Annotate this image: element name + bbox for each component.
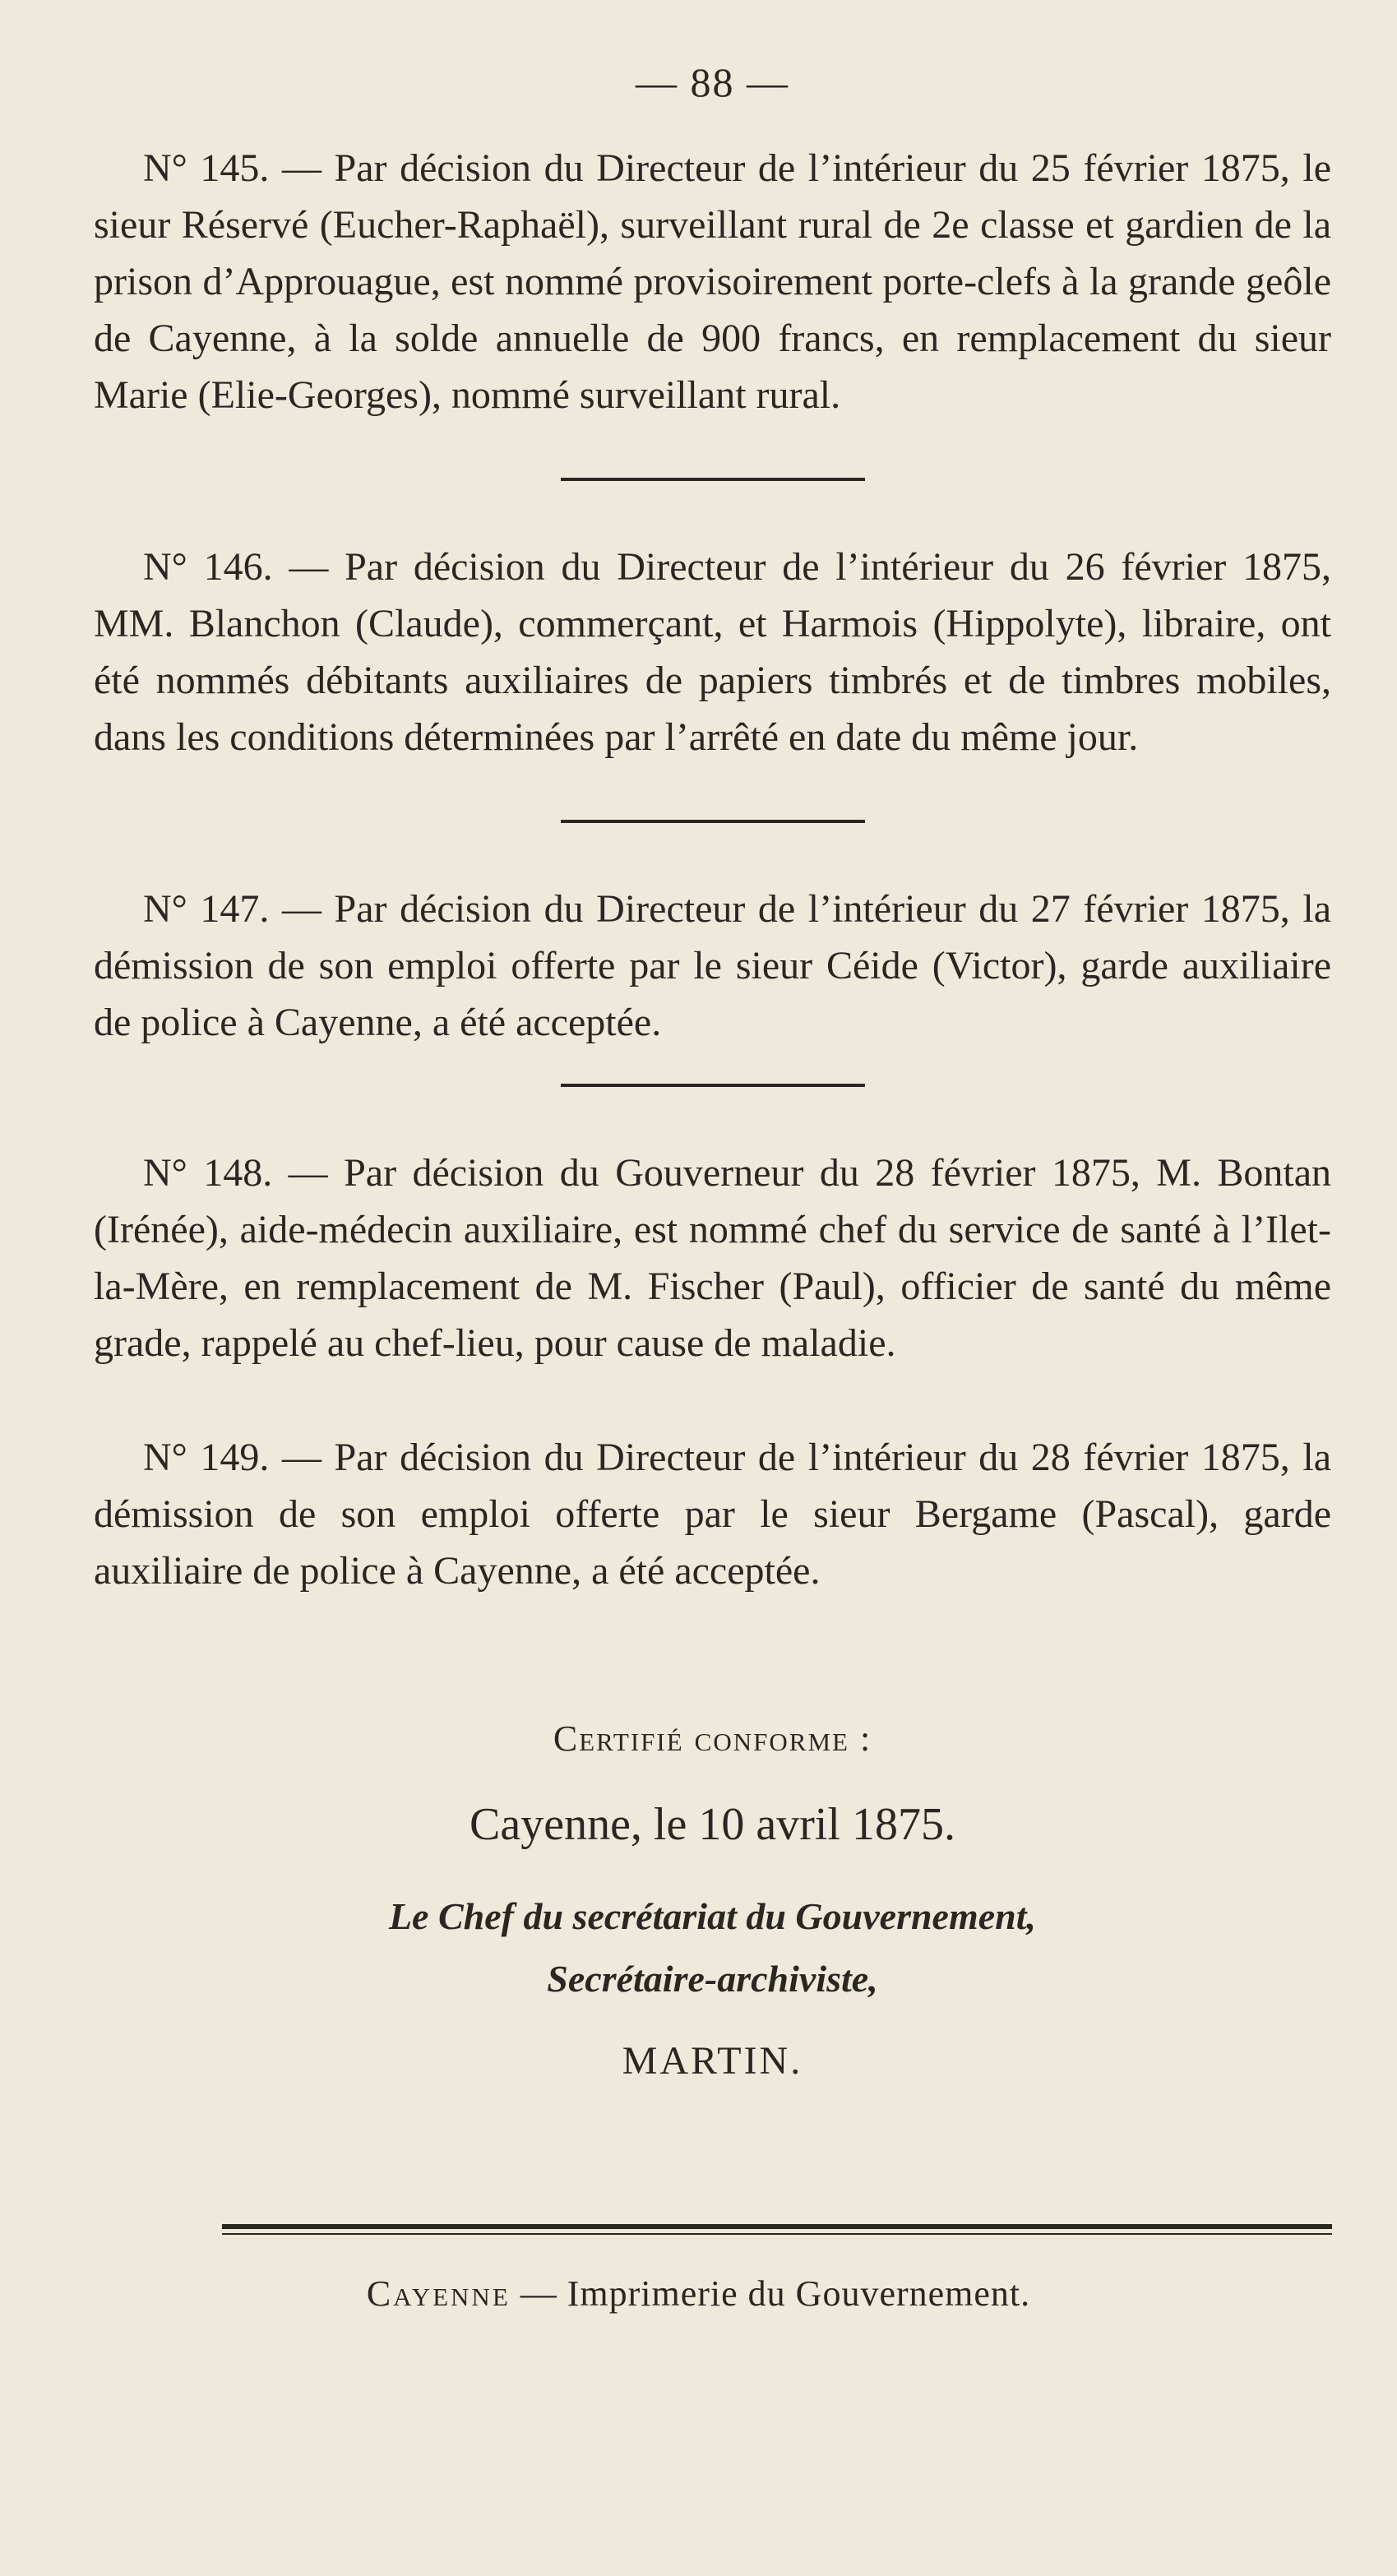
- imprint-city: Cayenne: [366, 2273, 511, 2314]
- entry-number: N° 146.: [143, 545, 273, 589]
- imprint-text: — Imprimerie du Gouvernement.: [520, 2273, 1031, 2314]
- separator-rule: [561, 478, 865, 481]
- certification-heading: Certifié conforme :: [553, 1718, 872, 1759]
- entry-145: [94, 140, 1331, 423]
- certification-block: [94, 1714, 1331, 2088]
- place-date: Cayenne, le 10 avril 1875.: [470, 1799, 955, 1850]
- spacer: [94, 1371, 1331, 1429]
- signatory-name: MARTIN.: [622, 2039, 803, 2083]
- entry-text: — Par décision du Directeur de l’intérieur du 26 février 1875, MM. Blanchon (Claude), commerçant, et Harmois (Hippolyte), libraire, ont été nommés débitants auxiliaires de papiers timbrés et de timbres mobiles, dans les conditions déterminées par l’arrêté en date du même jour.: [94, 545, 1332, 759]
- imprint-footer: [0, 2269, 1397, 2319]
- entry-text: — Par décision du Gouverneur du 28 février 1875, M. Bontan (Irénée), aide-médecin auxiliaire, est nommé chef du service de santé à l’Ilet-la-Mère, en remplacement de M. Fischer (Paul), officier de santé du même grade, rappelé au chef-lieu, pour cause de maladie.: [94, 1151, 1332, 1365]
- entry-text: — Par décision du Directeur de l’intérieur du 28 février 1875, la démission de son emploi offerte par le sieur Bergame (Pascal), garde auxiliaire de police à Cayenne, a été acceptée.: [94, 1436, 1332, 1593]
- entry-147: [94, 881, 1331, 1051]
- entry-149: [94, 1429, 1331, 1599]
- separator-rule: [561, 820, 865, 823]
- footer-double-rule: [222, 2224, 1332, 2235]
- entry-text: — Par décision du Directeur de l’intérieur du 25 février 1875, le sieur Réservé (Eucher-Raphaël), surveillant rural de 2e classe et gardien de la prison d’Approuague, est nommé provisoirement porte-clefs à la grande geôle de Cayenne, à la solde annuelle de 900 francs, en remplacement du sieur Marie (Elie-Georges), nommé surveillant rural.: [94, 146, 1332, 417]
- entry-number: N° 149.: [143, 1436, 270, 1479]
- entry-number: N° 148.: [143, 1151, 273, 1195]
- entry-number: N° 147.: [143, 887, 270, 931]
- page-number: — 88 —: [636, 59, 789, 105]
- entry-146: [94, 539, 1331, 765]
- signatory-subtitle: Secrétaire-archiviste,: [547, 1958, 878, 2000]
- signatory-title: Le Chef du secrétariat du Gouvernement,: [388, 1895, 1037, 1937]
- separator-rule: [561, 1084, 865, 1087]
- entry-148: [94, 1145, 1331, 1371]
- entry-text: — Par décision du Directeur de l’intérieur du 27 février 1875, la démission de son emploi offerte par le sieur Céide (Victor), garde auxiliaire de police à Cayenne, a été acceptée.: [94, 887, 1332, 1044]
- entry-number: N° 145.: [143, 146, 270, 190]
